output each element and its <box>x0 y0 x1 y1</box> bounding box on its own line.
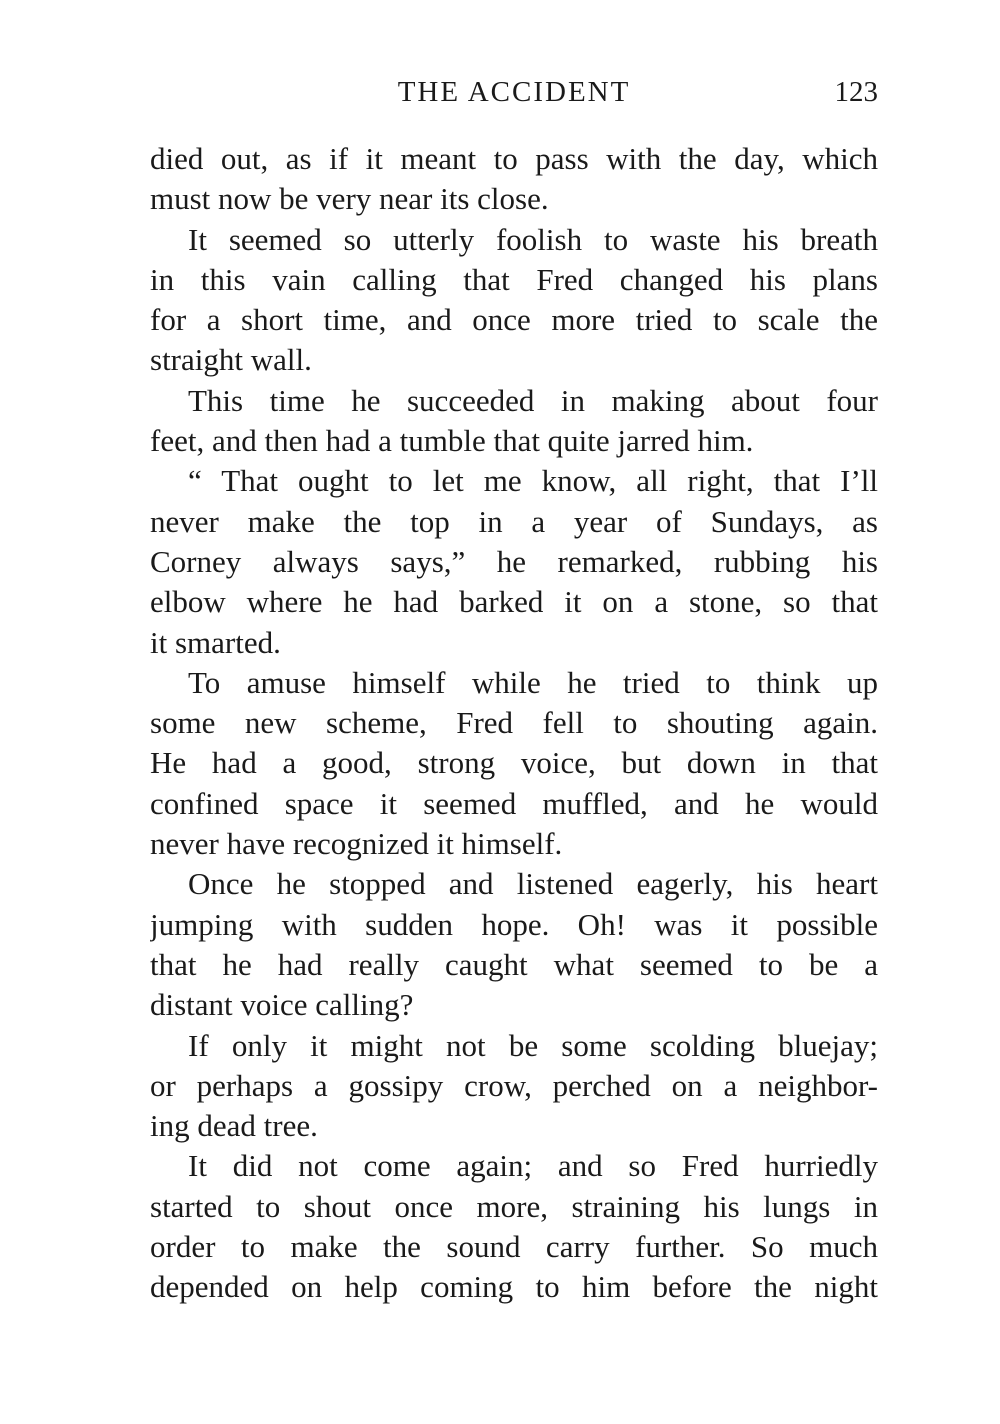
text-line: If only it might not be some scolding bluejay; <box>188 1027 878 1063</box>
running-header <box>150 76 878 116</box>
text-line: distant voice calling? <box>150 987 414 1023</box>
text-line: never have recognized it himself. <box>150 826 563 862</box>
text-line: jumping with sudden hope. Oh! was it possible <box>150 906 878 942</box>
text-line: It did not come again; and so Fred hurriedly <box>188 1148 878 1184</box>
text-line: some new scheme, Fred fell to shouting again. <box>150 705 878 741</box>
text-line: straight wall. <box>150 342 312 378</box>
text-line: elbow where he had barked it on a stone, so that <box>150 584 878 620</box>
body-text <box>150 139 878 1308</box>
text-line: died out, as if it meant to pass with the day, which <box>150 141 878 176</box>
text-line: feet, and then had a tumble that quite jarred him. <box>150 423 754 459</box>
text-line: or perhaps a gossipy crow, perched on a neighbor- <box>150 1067 878 1103</box>
text-line: “ That ought to let me know, all right, that I’ll <box>188 463 878 499</box>
text-line: It seemed so utterly foolish to waste his breath <box>188 221 878 257</box>
text-line: This time he succeeded in making about four <box>188 382 878 418</box>
text-line: in this vain calling that Fred changed his plans <box>150 261 878 297</box>
text-line: started to shout once more, straining his lungs in <box>150 1188 878 1224</box>
running-title: THE ACCIDENT <box>397 76 631 108</box>
text-line: To amuse himself while he tried to think up <box>188 664 878 700</box>
text-line: confined space it seemed muffled, and he would <box>150 785 878 821</box>
text-line: He had a good, strong voice, but down in that <box>150 745 878 781</box>
text-line: for a short time, and once more tried to scale the <box>150 302 878 338</box>
page-number: 123 <box>834 76 878 108</box>
text-line: it smarted. <box>150 624 281 660</box>
text-line: depended on help coming to him before the night <box>150 1269 878 1305</box>
text-line: Corney always says,” he remarked, rubbing his <box>150 543 878 579</box>
text-line: must now be very near its close. <box>150 181 549 217</box>
text-line: Once he stopped and listened eagerly, his heart <box>188 866 878 902</box>
text-line: that he had really caught what seemed to be a <box>150 946 878 982</box>
text-line: ing dead tree. <box>150 1108 318 1144</box>
text-line: never make the top in a year of Sundays, as <box>150 503 878 539</box>
text-line: order to make the sound carry further. So much <box>150 1229 878 1265</box>
